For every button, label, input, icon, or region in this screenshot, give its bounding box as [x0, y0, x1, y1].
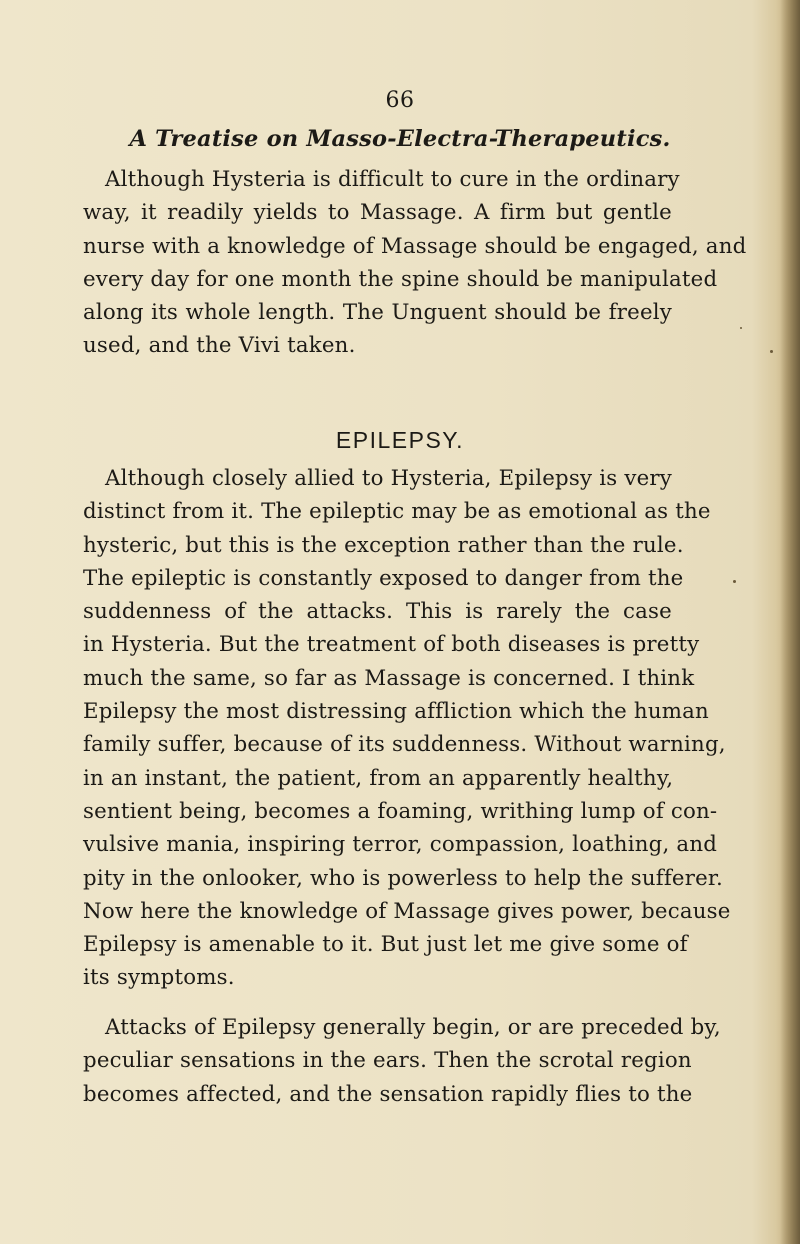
text-line: Epilepsy is amenable to it. But just let me give some of [83, 932, 688, 958]
text-line: Epilepsy the most distressing affliction which the human [83, 699, 709, 725]
text-line: Now here the knowledge of Massage gives power, because [83, 898, 731, 924]
text-line: every day for one month the spine should be manipulated [83, 266, 718, 292]
text-line: hysteric, but this is the exception rather than the rule. [83, 532, 684, 558]
text-line: along its whole length. The Unguent should be freely [83, 300, 672, 326]
paper-speck [740, 327, 742, 329]
paragraph-hysteria-treatment [83, 163, 747, 363]
paragraph-epilepsy-description [83, 462, 731, 995]
text-line: peculiar sensations in the ears. Then the scrotal region [83, 1048, 692, 1074]
paper-speck [733, 580, 736, 583]
text-line: much the same, so far as Massage is concerned. I think [83, 665, 695, 691]
text-line: its symptoms. [83, 965, 235, 991]
text-line: Although closely allied to Hysteria, Epilepsy is very [105, 466, 672, 491]
page-edge-shadow [780, 0, 800, 1244]
text-line: vulsive mania, inspiring terror, compassion, loathing, and [83, 832, 718, 858]
text-line: nurse with a knowledge of Massage should be engaged, and [83, 233, 747, 259]
running-head: A Treatise on Masso-Electra-Therapeutics. [129, 126, 671, 152]
text-line: distinct from it. The epileptic may be as emotional as the [83, 499, 711, 525]
text-line: suddenness of the attacks. This is rarely the case [83, 599, 672, 625]
text-line: used, and the Vivi taken. [83, 333, 356, 359]
text-line: Attacks of Epilepsy generally begin, or are preceded by, [105, 1015, 721, 1040]
text-line: The epileptic is constantly exposed to danger from the [83, 565, 684, 591]
text-line: way, it readily yields to Massage. A firm but gentle [83, 200, 672, 226]
text-line: in an instant, the patient, from an apparently healthy, [83, 765, 674, 791]
text-line: pity in the onlooker, who is powerless to help the sufferer. [83, 865, 723, 891]
text-line: family suffer, because of its suddenness. Without warning, [83, 732, 726, 758]
paper-speck [770, 350, 773, 353]
page-number: 66 [385, 88, 415, 113]
section-heading: EPILEPSY. [335, 427, 465, 453]
text-line: sentient being, becomes a foaming, writhing lump of con- [83, 798, 718, 824]
paragraph-epilepsy-symptoms [83, 1011, 721, 1111]
text-line: Although Hysteria is difficult to cure in the ordinary [105, 167, 680, 192]
text-line: in Hysteria. But the treatment of both diseases is pretty [83, 632, 700, 658]
text-line: becomes affected, and the sensation rapidly flies to the [83, 1081, 693, 1107]
